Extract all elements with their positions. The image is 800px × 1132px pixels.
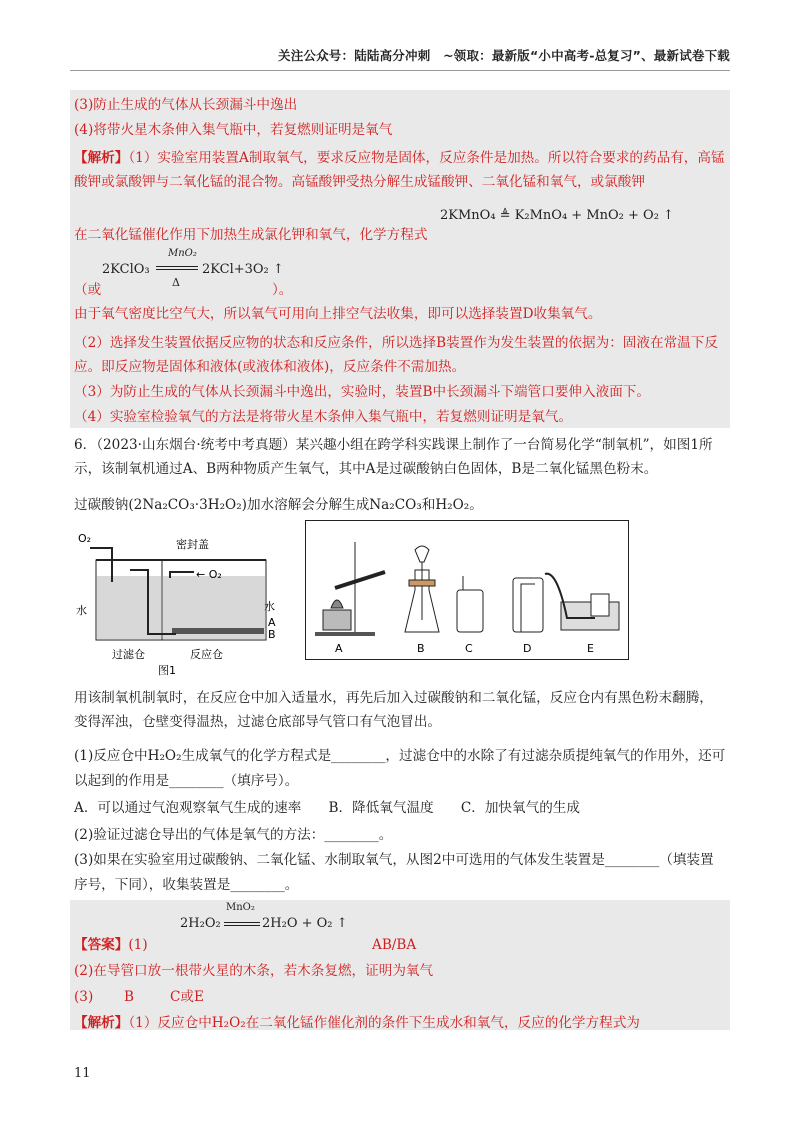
figure-2: [305, 520, 629, 660]
label-water-right: 水: [264, 600, 275, 613]
equation-kclo3-condition: Δ: [172, 276, 180, 289]
header-rule: [70, 70, 730, 71]
answer-1-b: AB/BA: [372, 937, 417, 953]
equation-h2o2-left: 2H₂O₂: [180, 916, 221, 931]
label-a: A: [268, 616, 276, 629]
answer-tag: 【答案】: [74, 937, 129, 953]
question-2: (2)验证过滤仓导出的气体是氧气的方法：________。: [74, 827, 393, 843]
equation-h2o2-right: 2H₂O + O₂ ↑: [262, 916, 348, 931]
page-header: 关注公众号：陆陆高分冲刺 ~领取：最新版“小中高考-总复习”、最新试卷下载: [278, 48, 730, 63]
analysis-bottom-text: （1）反应仓中H₂O₂在二氧化锰作催化剂的条件下生成水和氧气，反应的化学方程式为: [128, 1015, 640, 1031]
question-1: (1)反应仓中H₂O₂生成氧气的化学方程式是________，过滤仓中的水除了有过滤杂质提纯氧气的作用外，还可以起到的作用是________（填序号）。: [74, 748, 726, 789]
answer-2: (2)在导管口放一根带火星的木条，若木条复燃，证明为氧气: [74, 963, 434, 979]
equation-kclo3-arrow: [156, 266, 198, 267]
equation-kclo3-left: 2KClO₃: [102, 262, 150, 277]
answer-3-b: C或E: [170, 989, 204, 1005]
question-intro: 6．（2023·山东烟台·统考中考真题）某兴趣小组在跨学科实践课上制作了一台简易化学“制氧机”，如图1所示，该制氧机通过A、B两种物质产生氧气，其中A是过碳酸钠白色固体，B是二氧化锰黑色粉末。: [74, 437, 713, 477]
answer-line-4: (4)将带火星木条伸入集气瓶中，若复燃则证明是氧气: [74, 122, 393, 138]
analysis-text-1: （1）实验室用装置A制取氧气，要求反应物是固体，反应条件是加热。所以符合要求的药品有，高锰酸钾或氯酸钾与二氧化锰的混合物。高锰酸钾受热分解生成锰酸钾、二氧化锰和氧气，或氯酸钾: [74, 150, 725, 190]
analysis-bottom: [74, 1014, 640, 1032]
water-left: [97, 576, 161, 639]
apparatus-a: [315, 542, 385, 636]
page-number: 11: [74, 1066, 91, 1081]
question-intro-2: 过碳酸钠(2Na₂CO₃·3H₂O₂)加水溶解会分解生成Na₂CO₃和H₂O₂。: [74, 497, 483, 513]
powder-layer: [172, 628, 264, 634]
analysis-text-5: （4）实验室检验氧气的方法是将带火星木条伸入集气瓶中，若复燃则证明是氧气。: [74, 409, 573, 425]
equation-kclo3-catalyst: MnO₂: [168, 248, 197, 259]
or-close: ）。: [272, 282, 293, 298]
fig2-label-c: C: [465, 642, 473, 655]
equation-kclo3-arrow2: [156, 269, 198, 270]
equation-h2o2-arrow2: [224, 925, 260, 926]
answer-line-3: (3)防止生成的气体从长颈漏斗中逸出: [74, 97, 298, 113]
label-filter: 过滤仓: [112, 648, 145, 661]
analysis-bottom-tag: 【解析】: [74, 1015, 129, 1031]
analysis-text-1b: 在二氧化锰催化作用下加热生成氯化钾和氧气，化学方程式: [74, 227, 428, 243]
question-description: 用该制氧机制氧时，在反应仓中加入适量水，再先后加入过碳酸钠和二氧化锰，反应仓内有黑色粉末翻腾，变得浑浊，仓壁变得温热，过滤仓底部导气管口有气泡冒出。: [74, 690, 713, 730]
label-o2-out: O₂: [78, 532, 92, 545]
fig2-label-d: D: [523, 642, 532, 655]
analysis-text-4: （3）为防止生成的气体从长颈漏斗中逸出，实验时，装置B中长颈漏斗下端管口要伸入液面下。: [74, 384, 650, 400]
equation-h2o2-arrow: [224, 922, 260, 923]
apparatus-b: [405, 546, 439, 632]
apparatus-c: [457, 576, 483, 632]
label-water-left: 水: [76, 604, 87, 617]
fig2-label-e: E: [587, 642, 594, 655]
label-b: B: [268, 628, 276, 641]
answer-3-a: B: [124, 989, 134, 1005]
question-1-options: A．可以通过气泡观察氧气生成的速率 B．降低氧气温度 C．加快氧气的生成: [74, 800, 580, 816]
analysis-text-2: 由于氧气密度比空气大，所以氧气可用向上排空气法收集，即可以选择装置D收集氧气。: [74, 306, 602, 322]
figure-1: [72, 522, 282, 680]
analysis-tag: 【解析】: [74, 150, 129, 166]
answer-1-prefix: (1): [128, 937, 148, 953]
or-open: （或: [74, 282, 102, 298]
apparatus-e: [545, 574, 619, 630]
answer-3-prefix: (3): [74, 989, 94, 1005]
fig2-label-a: A: [335, 642, 343, 655]
label-lid: 密封盖: [176, 538, 209, 551]
figure-1-caption: 图1: [158, 664, 176, 677]
answer-line-1: [74, 936, 148, 954]
label-react: 反应仓: [190, 648, 223, 661]
fig2-label-b: B: [417, 642, 425, 655]
question-3: (3)如果在实验室用过碳酸钠、二氧化锰、水制取氧气，从图2中可选用的气体发生装置是________（填装置序号，下同），收集装置是________。: [74, 852, 714, 893]
label-o2-in: ← O₂: [196, 568, 222, 581]
apparatus-d: [513, 578, 543, 632]
equation-kmno4: 2KMnO₄ ≜ K₂MnO₄ + MnO₂ + O₂ ↑: [440, 208, 674, 223]
equation-kclo3-right: 2KCl+3O₂ ↑: [202, 262, 284, 277]
analysis-paragraph-1: [74, 146, 726, 194]
equation-h2o2-catalyst: MnO₂: [226, 902, 255, 913]
analysis-text-3: （2）选择发生装置依据反应物的状态和反应条件，所以选择B装置作为发生装置的依据为：固液在常温下反应。即反应物是固体和液体(或液体和液体)，反应条件不需加热。: [74, 335, 718, 375]
